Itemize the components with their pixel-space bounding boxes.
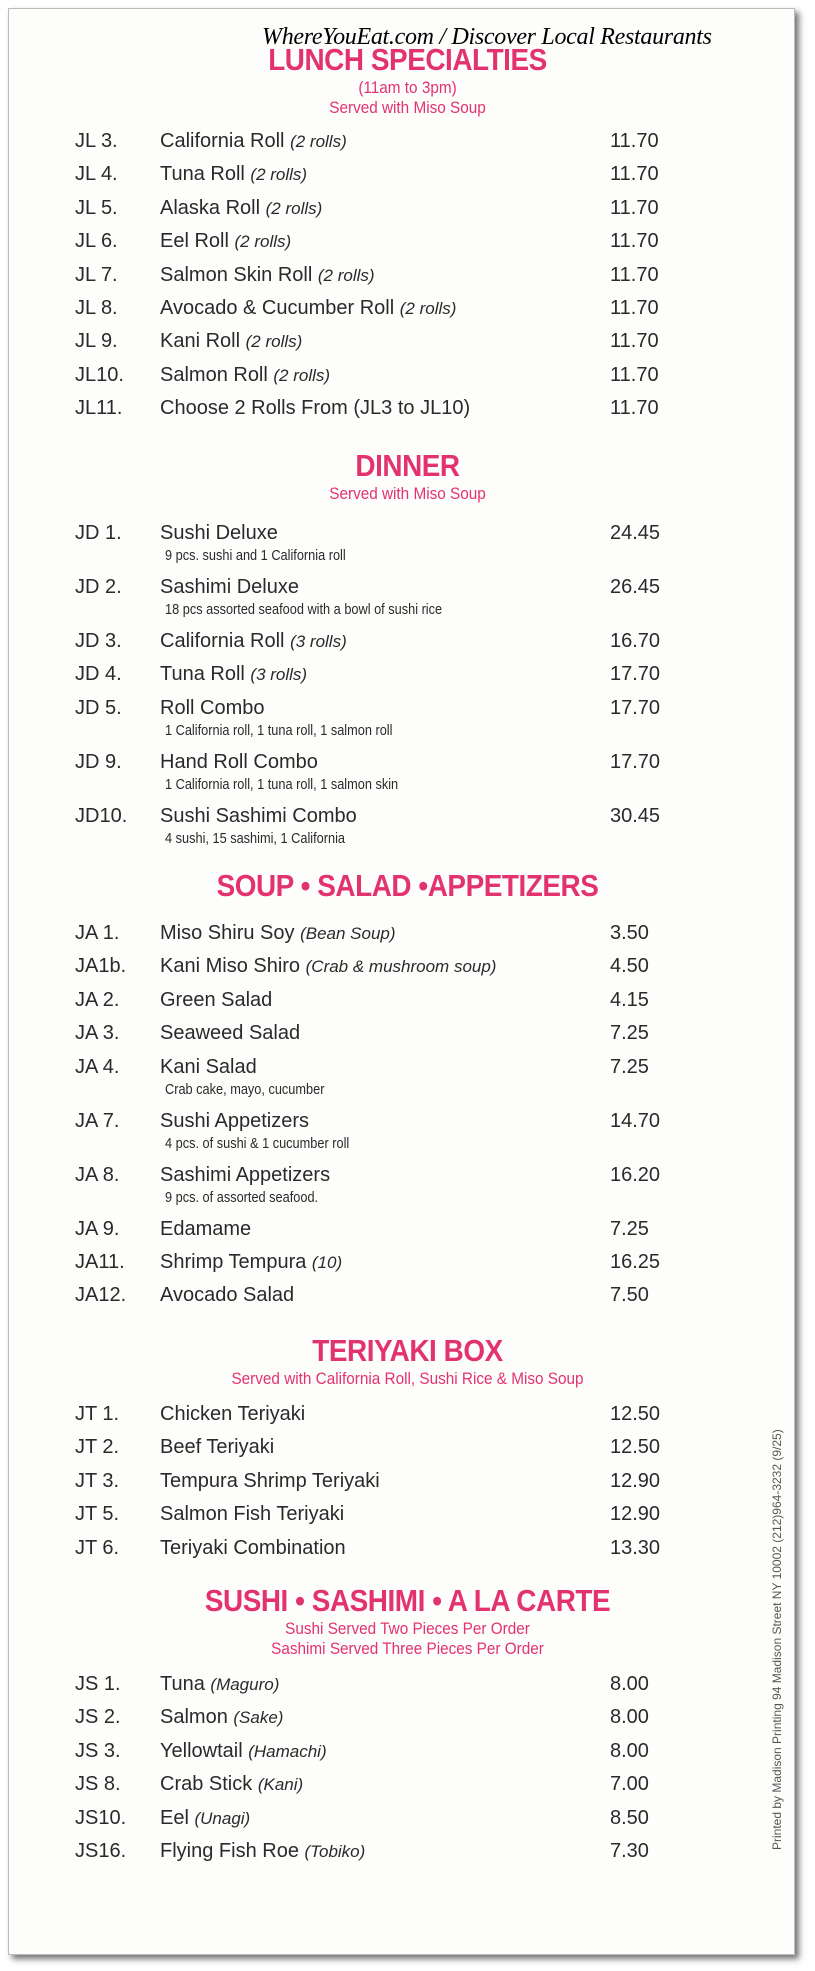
item-price: 4.50 (610, 955, 649, 978)
item-code: JA1b. (75, 955, 127, 978)
item-name: Green Salad (160, 988, 273, 1011)
item-price: 7.30 (610, 1839, 649, 1862)
item-code: JS16. (75, 1839, 127, 1862)
item-name: Avocado & Cucumber Roll (160, 296, 395, 319)
item-name-wrap (160, 1436, 274, 1459)
item-name: Salmon Skin Roll (160, 263, 313, 286)
item-name-wrap (160, 1470, 380, 1493)
item-name-wrap (160, 1840, 365, 1863)
menu-item (0, 230, 815, 263)
item-price: 12.50 (610, 1403, 661, 1425)
menu-item (0, 330, 815, 363)
item-name-wrap (160, 1740, 327, 1763)
section-heading: DINNER (355, 448, 460, 483)
item-note: (2 rolls) (245, 332, 303, 352)
item-name-wrap (160, 989, 272, 1012)
item-price: 11.70 (610, 230, 659, 253)
item-name: Miso Shiru Soy (160, 922, 295, 944)
item-name-wrap (160, 922, 396, 945)
menu-item (0, 1773, 815, 1806)
item-name: Yellowtail (160, 1739, 243, 1762)
item-name-wrap (160, 1164, 330, 1187)
menu-item (0, 922, 815, 955)
item-name-wrap (160, 130, 347, 153)
item-name-wrap (160, 663, 307, 686)
item-code: JA 7. (75, 1109, 120, 1132)
item-name: Crab Stick (160, 1773, 253, 1796)
menu-item (0, 1164, 815, 1218)
item-code: JL 5. (75, 196, 118, 219)
item-code: JS 8. (75, 1773, 121, 1796)
item-code: JA 9. (75, 1217, 120, 1240)
item-code: JA11. (75, 1250, 125, 1273)
section-subtitle: (11am to 3pm) (358, 78, 457, 97)
item-name-wrap (160, 1503, 344, 1526)
menu-section (0, 42, 815, 118)
menu-item (0, 1436, 815, 1469)
menu-section (0, 1583, 815, 1659)
item-code: JS 3. (75, 1739, 121, 1762)
menu-section (0, 1333, 815, 1389)
item-price: 17.70 (610, 663, 661, 686)
item-code: JD 4. (75, 663, 122, 686)
item-price: 7.25 (610, 1055, 649, 1078)
item-description: 1 California roll, 1 tuna roll, 1 salmon skin (165, 775, 399, 793)
item-name: Shrimp Tempura (160, 1250, 307, 1273)
item-description: 4 pcs. of sushi & 1 cucumber roll (165, 1134, 350, 1152)
item-name: Alaska Roll (160, 196, 261, 219)
item-name: Roll Combo (160, 696, 265, 719)
printer-note: Printed by Madison Printing 94 Madison Street NY 10002 (212)964-3232 (9/25) (770, 1429, 784, 1850)
item-code: JA 4. (75, 1055, 120, 1078)
item-price: 11.70 (610, 196, 659, 219)
item-name: Sushi Appetizers (160, 1109, 309, 1132)
item-code: JD 2. (75, 576, 122, 598)
item-code: JS 2. (75, 1706, 121, 1729)
section-heading: TERIYAKI BOX (312, 1333, 503, 1368)
item-code: JA 2. (75, 988, 120, 1011)
item-code: JT 1. (75, 1403, 120, 1425)
menu-item (0, 1284, 815, 1317)
item-name: Chicken Teriyaki (160, 1403, 306, 1425)
item-note: (Maguro) (210, 1675, 280, 1694)
item-name: Flying Fish Roe (160, 1839, 299, 1862)
item-name-wrap (160, 522, 278, 545)
item-code: JS10. (75, 1806, 127, 1829)
item-code: JL 3. (75, 130, 118, 152)
item-name: Salmon Fish Teriyaki (160, 1503, 345, 1526)
item-price: 11.70 (610, 130, 659, 152)
item-list (0, 1403, 815, 1570)
watermark: WhereYouEat.com / Discover Local Restaurants (262, 24, 712, 50)
menu-item (0, 1251, 815, 1284)
menu-item (0, 1218, 815, 1251)
item-price: 26.45 (610, 576, 661, 598)
item-name: Edamame (160, 1217, 252, 1240)
item-name-wrap (160, 1706, 283, 1729)
menu-item (0, 364, 815, 397)
item-list (0, 922, 815, 1318)
menu-item (0, 197, 815, 230)
item-name: Tuna Roll (160, 163, 245, 186)
item-name: Beef Teriyaki (160, 1436, 275, 1459)
menu-item (0, 1807, 815, 1840)
item-code: JA 8. (75, 1163, 120, 1186)
item-price: 7.00 (610, 1773, 649, 1796)
item-price: 11.70 (610, 363, 659, 386)
item-name-wrap (160, 751, 318, 774)
menu-item (0, 130, 815, 163)
item-price: 11.70 (610, 330, 659, 353)
item-code: JT 6. (75, 1536, 120, 1559)
item-price: 11.70 (610, 296, 659, 319)
section-subtitle: Served with California Roll, Sushi Rice & Miso Soup (231, 1369, 584, 1388)
item-description: 9 pcs. of assorted seafood. (165, 1188, 319, 1206)
item-code: JD 9. (75, 750, 122, 773)
item-price: 16.70 (610, 630, 661, 652)
item-name: Sushi Deluxe (160, 522, 278, 544)
menu-item (0, 805, 815, 859)
item-note: (Crab & mushroom soup) (305, 957, 497, 977)
menu-item (0, 264, 815, 297)
item-code: JS 1. (75, 1673, 121, 1695)
item-name-wrap (160, 163, 307, 186)
item-name: Kani Roll (160, 330, 241, 353)
item-code: JA 1. (75, 922, 120, 944)
item-price: 7.50 (610, 1284, 649, 1307)
item-note: (3 rolls) (290, 632, 347, 651)
item-note: (Kani) (257, 1775, 304, 1795)
menu-item (0, 1110, 815, 1164)
item-name: Choose 2 Rolls From (JL3 to JL10) (160, 397, 471, 420)
section-heading: SUSHI • SASHIMI • A LA CARTE (204, 1583, 611, 1618)
item-code: JD 1. (75, 522, 122, 544)
item-name: Eel (160, 1806, 189, 1829)
section-subtitle: Sashimi Served Three Pieces Per Order (271, 1639, 544, 1658)
item-price: 11.70 (610, 163, 659, 186)
item-name: Tuna Roll (160, 663, 245, 686)
item-name-wrap (160, 364, 330, 387)
item-note: (2 rolls) (250, 165, 308, 185)
item-name-wrap (160, 576, 299, 599)
item-price: 3.50 (610, 922, 649, 944)
section-subtitle: Served with Miso Soup (329, 484, 486, 503)
item-price: 4.15 (610, 988, 649, 1011)
item-price: 16.25 (610, 1250, 661, 1273)
item-name: Sashimi Appetizers (160, 1163, 331, 1186)
item-name-wrap (160, 1251, 342, 1274)
item-name-wrap (160, 1773, 303, 1796)
menu-item (0, 955, 815, 988)
item-price: 14.70 (610, 1109, 661, 1132)
item-note: (Bean Soup) (300, 924, 396, 943)
item-price: 16.20 (610, 1163, 661, 1186)
item-name: Tempura Shrimp Teriyaki (160, 1469, 380, 1492)
menu-item (0, 163, 815, 196)
item-name-wrap (160, 1537, 346, 1560)
menu-item (0, 1022, 815, 1055)
section-heading: SOUP • SALAD •APPETIZERS (216, 868, 599, 903)
item-description: 4 sushi, 15 sashimi, 1 California (165, 829, 346, 847)
menu-item (0, 697, 815, 751)
item-code: JD 3. (75, 630, 122, 652)
item-note: (10) (311, 1252, 343, 1272)
item-name-wrap (160, 397, 470, 420)
item-name: Kani Miso Shiro (160, 955, 301, 978)
item-code: JL10. (75, 363, 124, 386)
item-price: 30.45 (610, 804, 661, 827)
menu-section (0, 448, 815, 504)
item-note: (2 rolls) (290, 132, 347, 151)
item-note: (2 rolls) (234, 232, 292, 252)
item-description: 1 California roll, 1 tuna roll, 1 salmon roll (165, 721, 393, 739)
item-price: 12.50 (610, 1436, 661, 1459)
item-note: (Sake) (233, 1708, 284, 1728)
menu-item (0, 1706, 815, 1739)
menu-item (0, 1470, 815, 1503)
item-code: JD 5. (75, 696, 122, 719)
item-name-wrap (160, 264, 375, 287)
item-code: JL 8. (75, 296, 118, 319)
item-price: 11.70 (610, 397, 659, 420)
menu-item (0, 1056, 815, 1110)
item-price: 17.70 (610, 750, 661, 773)
menu-item (0, 1840, 815, 1873)
item-code: JL 4. (75, 163, 118, 186)
item-list (0, 1673, 815, 1873)
item-price: 17.70 (610, 696, 661, 719)
item-price: 8.00 (610, 1673, 649, 1695)
item-note: (Tobiko) (304, 1841, 366, 1861)
item-name-wrap (160, 197, 322, 220)
item-name: Avocado Salad (160, 1284, 295, 1307)
item-name: Seaweed Salad (160, 1022, 301, 1045)
item-price: 7.25 (610, 1217, 649, 1240)
item-name: California Roll (160, 630, 285, 652)
item-price: 24.45 (610, 522, 661, 544)
item-name: Sushi Sashimi Combo (160, 804, 357, 827)
item-name-wrap (160, 630, 347, 653)
item-name-wrap (160, 1056, 257, 1079)
item-name: Eel Roll (160, 230, 229, 253)
item-name: Teriyaki Combination (160, 1536, 346, 1559)
item-code: JA 3. (75, 1022, 120, 1045)
item-price: 12.90 (610, 1469, 661, 1492)
item-name: Salmon Roll (160, 363, 268, 386)
item-name-wrap (160, 297, 456, 320)
menu-section (0, 868, 815, 904)
item-price: 8.00 (610, 1739, 649, 1762)
item-name: California Roll (160, 130, 285, 152)
item-note: (Unagi) (194, 1808, 251, 1828)
item-note: (Hamachi) (248, 1741, 327, 1761)
menu-item (0, 630, 815, 663)
item-list (0, 130, 815, 431)
menu-item (0, 1403, 815, 1436)
item-code: JL 9. (75, 330, 118, 353)
item-name-wrap (160, 697, 264, 720)
item-name: Tuna (160, 1673, 205, 1695)
menu-item (0, 751, 815, 805)
item-name-wrap (160, 955, 496, 978)
item-name-wrap (160, 1218, 251, 1241)
item-name-wrap (160, 1284, 294, 1307)
menu-item (0, 576, 815, 630)
item-name: Sashimi Deluxe (160, 576, 299, 598)
item-name-wrap (160, 1403, 305, 1426)
item-name: Hand Roll Combo (160, 750, 318, 773)
item-list (0, 522, 815, 859)
item-name-wrap (160, 1807, 250, 1830)
item-name-wrap (160, 805, 357, 828)
item-code: JD10. (75, 804, 128, 827)
item-code: JL11. (75, 397, 123, 420)
item-price: 13.30 (610, 1536, 661, 1559)
item-price: 7.25 (610, 1022, 649, 1045)
menu-item (0, 522, 815, 576)
menu-item (0, 397, 815, 430)
item-name-wrap (160, 230, 291, 253)
menu-item (0, 989, 815, 1022)
item-description: 18 pcs assorted seafood with a bowl of sushi rice (165, 601, 443, 618)
item-description: Crab cake, mayo, cucumber (165, 1080, 325, 1098)
item-name: Kani Salad (160, 1055, 257, 1078)
menu-item (0, 1673, 815, 1706)
item-price: 8.50 (610, 1806, 649, 1829)
item-note: (2 rolls) (265, 198, 323, 218)
item-note: (2 rolls) (273, 365, 331, 385)
item-name-wrap (160, 1022, 300, 1045)
item-code: JL 6. (75, 230, 118, 253)
item-code: JA12. (75, 1284, 127, 1307)
item-code: JT 5. (75, 1503, 120, 1526)
item-price: 12.90 (610, 1503, 661, 1526)
item-note: (2 rolls) (399, 298, 457, 318)
item-price: 8.00 (610, 1706, 649, 1729)
item-code: JT 3. (75, 1469, 120, 1492)
section-subtitle: Served with Miso Soup (329, 98, 486, 117)
item-name: Salmon (160, 1706, 228, 1729)
item-note: (3 rolls) (250, 665, 308, 685)
menu-item (0, 1503, 815, 1536)
item-name-wrap (160, 1110, 309, 1133)
section-subtitle: Sushi Served Two Pieces Per Order (285, 1619, 530, 1638)
menu-item (0, 1740, 815, 1773)
section-heading: LUNCH SPECIALTIES (268, 42, 547, 77)
menu-item (0, 663, 815, 696)
menu-item (0, 297, 815, 330)
menu-item (0, 1537, 815, 1570)
item-name-wrap (160, 330, 302, 353)
item-code: JT 2. (75, 1436, 120, 1459)
item-note: (2 rolls) (317, 265, 375, 285)
item-description: 9 pcs. sushi and 1 California roll (165, 547, 346, 564)
item-code: JL 7. (75, 263, 118, 286)
item-price: 11.70 (610, 263, 659, 286)
item-name-wrap (160, 1673, 279, 1696)
